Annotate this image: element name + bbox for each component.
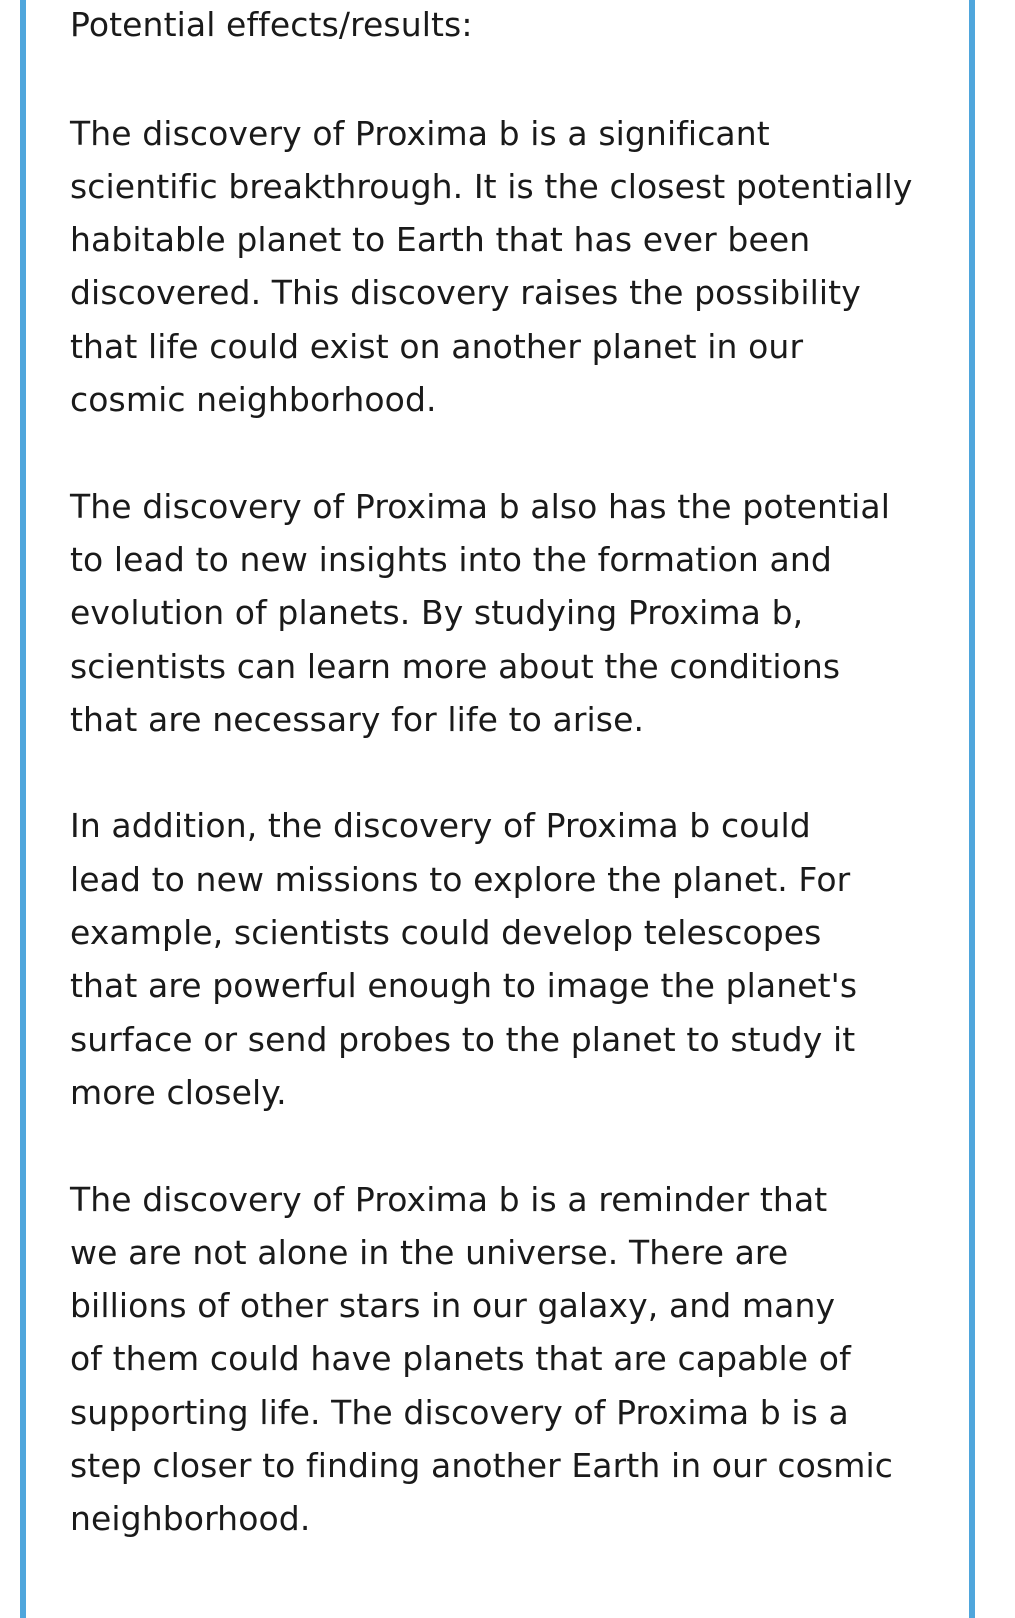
paragraph-line: scientific breakthrough. It is the closest potentially <box>70 166 913 206</box>
paragraph-line: that life could exist on another planet in our <box>70 326 804 366</box>
paragraph-line: cosmic neighborhood. <box>70 380 437 420</box>
paragraph-line: that are necessary for life to arise. <box>70 699 645 739</box>
paragraph-line: In addition, the discovery of Proxima b could <box>70 806 811 846</box>
paragraph-line: we are not alone in the universe. There are <box>70 1232 789 1272</box>
section-heading: Potential effects/results: <box>70 5 473 44</box>
paragraph-line: billions of other stars in our galaxy, and many <box>70 1286 836 1326</box>
paragraph-line: The discovery of Proxima b also has the potential <box>70 486 890 526</box>
paragraph-line: discovered. This discovery raises the possibility <box>70 273 861 313</box>
paragraph-line: lead to new missions to explore the planet. For <box>70 859 851 899</box>
answer-content <box>70 0 950 1546</box>
paragraph <box>70 1173 950 1546</box>
paragraph-line: that are powerful enough to image the planet's <box>70 966 858 1006</box>
paragraph <box>70 480 950 746</box>
paragraph-line: evolution of planets. By studying Proxima b, <box>70 593 804 633</box>
paragraph-line: scientists can learn more about the conditions <box>70 646 841 686</box>
paragraph-line: step closer to finding another Earth in our cosmic <box>70 1446 893 1486</box>
paragraph-line: supporting life. The discovery of Proxima b is a <box>70 1392 849 1432</box>
paragraph-line: surface or send probes to the planet to study it <box>70 1019 856 1059</box>
paragraph <box>70 107 950 427</box>
answer-card <box>20 0 975 1618</box>
paragraph-line: The discovery of Proxima b is a reminder that <box>70 1179 828 1219</box>
paragraph-line: of them could have planets that are capable of <box>70 1339 851 1379</box>
paragraph-line: The discovery of Proxima b is a significant <box>70 113 770 153</box>
paragraph <box>70 799 950 1119</box>
paragraph-line: example, scientists could develop telescopes <box>70 913 822 953</box>
paragraph-line: habitable planet to Earth that has ever been <box>70 220 811 260</box>
paragraph-line: more closely. <box>70 1072 287 1112</box>
paragraph-line: to lead to new insights into the formation and <box>70 539 832 579</box>
paragraph-line: neighborhood. <box>70 1499 311 1539</box>
